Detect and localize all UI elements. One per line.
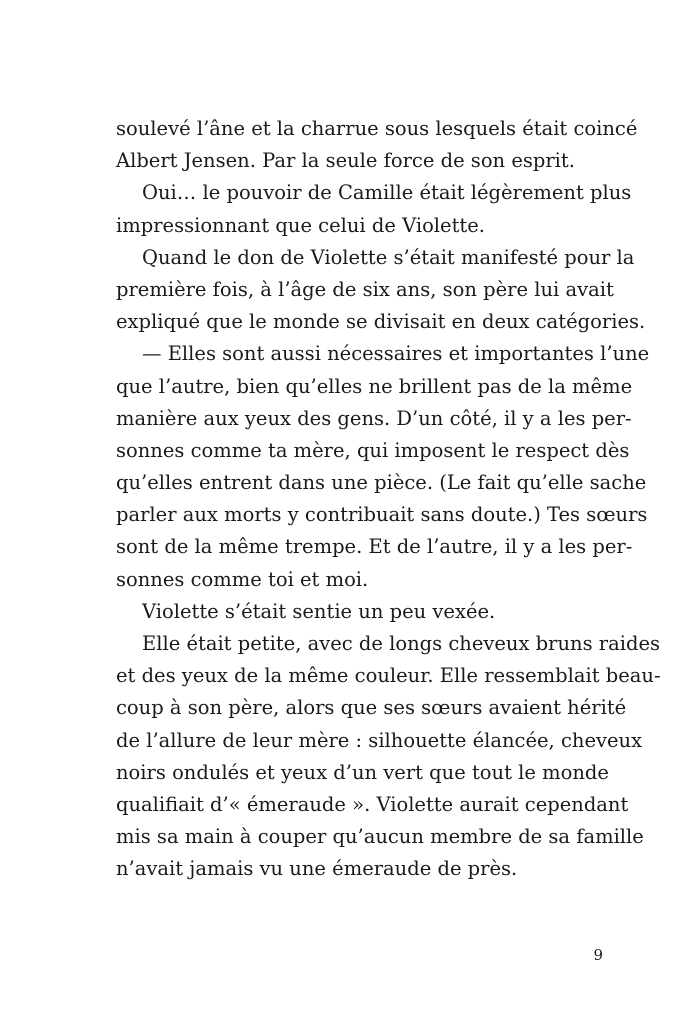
body-text <box>116 113 661 886</box>
text-line: Albert Jensen. Par la seule force de son esprit. <box>116 149 575 173</box>
text-line: sont de la même trempe. Et de l’autre, il y a les per- <box>116 535 633 559</box>
page-number: 9 <box>593 946 603 964</box>
text-line: Violette s’était sentie un peu vexée. <box>142 599 496 623</box>
text-line: première fois, à l’âge de six ans, son père lui avait <box>116 277 614 301</box>
text-line: noirs ondulés et yeux d’un vert que tout le monde <box>116 760 609 784</box>
text-line: sonnes comme ta mère, qui imposent le respect dès <box>116 438 630 462</box>
text-line: Elle était petite, avec de longs cheveux bruns raides <box>142 632 661 655</box>
text-line: manière aux yeux des gens. D’un côté, il y a les per- <box>116 406 632 430</box>
text-line: qu’elles entrent dans une pièce. (Le fait qu’elle sache <box>116 471 647 495</box>
text-line: coup à son père, alors que ses sœurs avaient hérité <box>116 696 627 720</box>
text-line: parler aux morts y contribuait sans doute.) Tes sœurs <box>116 503 648 527</box>
text-line: — Elles sont aussi nécessaires et importantes l’une <box>142 342 650 366</box>
text-line: que l’autre, bien qu’elles ne brillent pas de la même <box>116 374 633 398</box>
text-line: sonnes comme toi et moi. <box>116 567 369 591</box>
text-line: de l’allure de leur mère : silhouette élancée, cheveux <box>116 728 643 752</box>
text-line: qualifiait d’« émeraude ». Violette aurait cependant <box>116 792 629 816</box>
text-line: impressionnant que celui de Violette. <box>116 213 485 237</box>
text-line: Quand le don de Violette s’était manifesté pour la <box>142 245 635 269</box>
text-line: mis sa main à couper qu’aucun membre de sa famille <box>116 825 644 849</box>
text-line: n’avait jamais vu une émeraude de près. <box>116 857 518 881</box>
text-line: Oui… le pouvoir de Camille était légèrement plus <box>142 181 632 205</box>
text-line: soulevé l’âne et la charrue sous lesquels était coincé <box>116 117 638 140</box>
text-line: expliqué que le monde se divisait en deux catégories. <box>116 310 646 334</box>
text-line: et des yeux de la même couleur. Elle ressemblait beau- <box>116 664 661 688</box>
